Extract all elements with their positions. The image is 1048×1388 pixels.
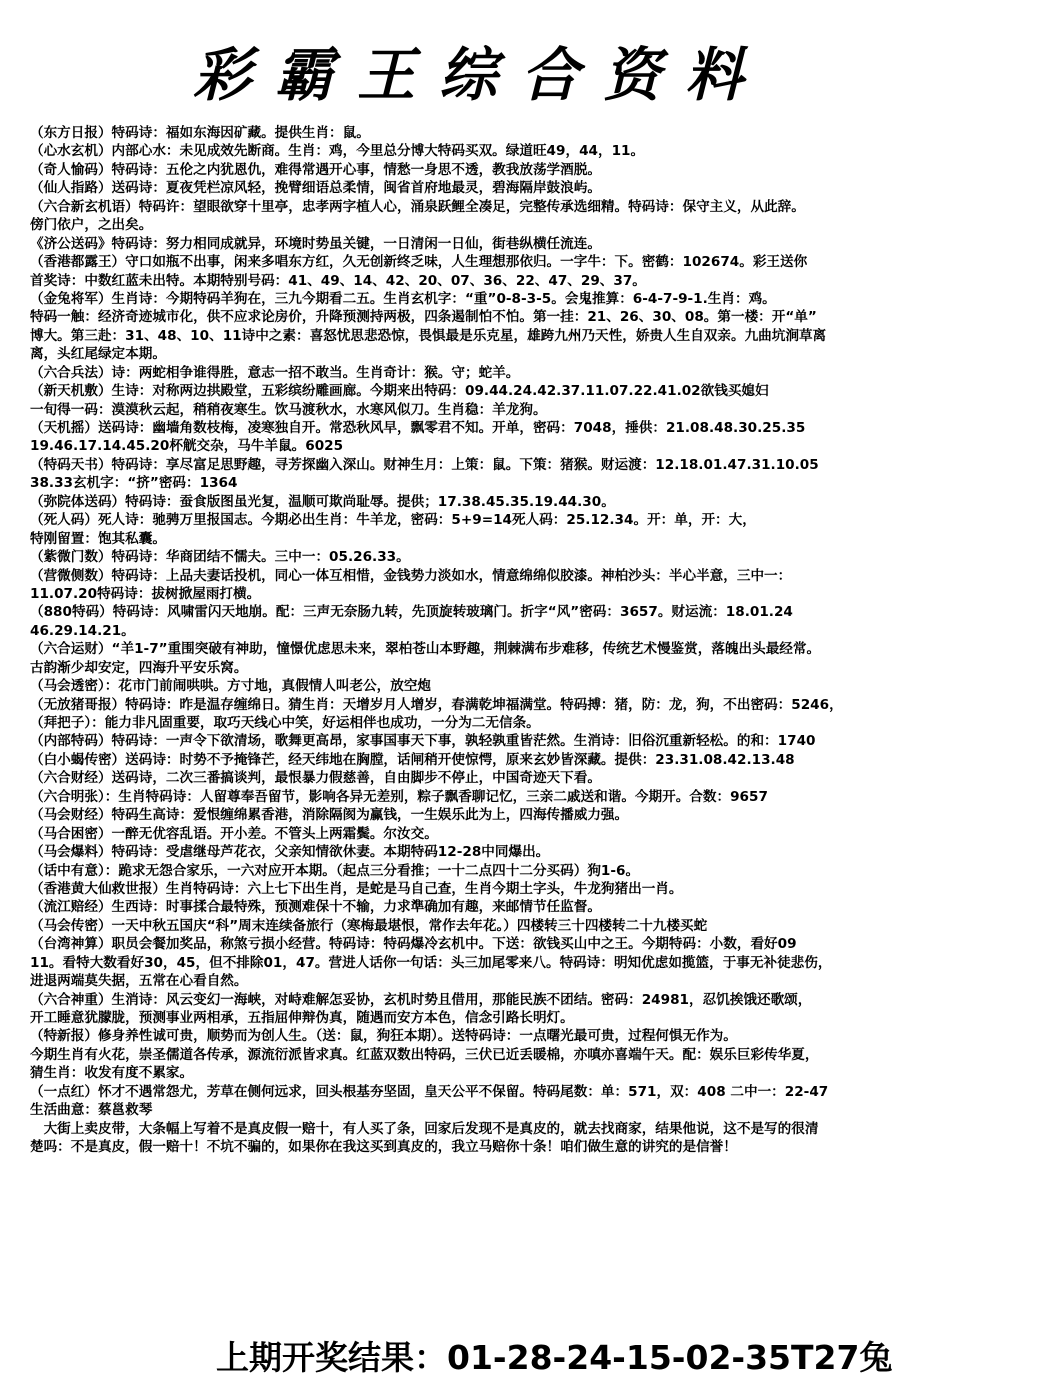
text-line: （六合财经）送码诗，二次三番搞谈判，最恨暴力假慈善，自由脚步不停止，中国奇迹天下看。 <box>30 770 601 787</box>
text-line: （台湾神算）职员会餐加奖品，称煞亏损小经营。特码诗：特码爆冷玄机中。下送：欲钱买山中之王。今期特码：小数，看好09 <box>30 936 797 953</box>
text-line: （马合困密）一醉无优容乱语。开小差。不管头上两霜鬓。尔汝交。 <box>30 825 438 842</box>
text-line: （仙人指路）送码诗：夏夜凭栏凉风轻，挽臂细语总柔情，闽省首府地最灵，碧海隔岸鼓浪屿。 <box>30 180 601 197</box>
text-line: （新天机敷）生诗：对称两边拱殿堂，五彩缤纷雕画廊。今期来出特码：09.44.24.42.37.11.07.22.41.02欲钱买媳妇 <box>30 383 769 400</box>
text-line: （金兔将军）生肖诗：今期特码羊狗在，三九今期看二五。生肖玄机字：“重”0-8-3-5。会鬼推算：6-4-7-9-1.生肖：鸡。 <box>30 290 776 307</box>
text-line: 首奖诗：中数红蓝未出特。本期特别号码：41、49、14、42、20、07、36、22、47、29、37。 <box>30 272 646 289</box>
text-line: 11.07.20特码诗：拔树掀屋雨打横。 <box>30 585 261 602</box>
text-line: 大街上卖皮带，大条幅上写着不是真皮假一赔十，有人买了条，回家后发现不是真皮的，就去找商家，结果他说，这不是写的很清 <box>30 1120 819 1137</box>
text-line: （六合神重）生消诗：风云变幻一海峡，对峙难解怎妥协，玄机时势且借用，那能民族不团结。密码：24981，忍饥挨饿还歌颂， <box>30 991 812 1008</box>
last-draw-result: 上期开奖结果：01-28-24-15-02-35T27兔 <box>216 1338 893 1377</box>
text-line: （奇人愉码）特码诗：五伦之内犹恩仇，难得常遇开心事，情愁一身思不透，教我放荡学酒脱。 <box>30 161 601 178</box>
text-line: 楚吗：不是真皮，假一赔十！不坑不骗的，如果你在我这买到真皮的，我立马赔你十条！咱们做生意的讲究的是信誉！ <box>30 1139 737 1156</box>
text-line: （心水玄机）内部心水：未见成效先断商。生肖：鸡，今里总分博大特码买双。绿道旺49，44，11。 <box>30 143 645 160</box>
text-line: 11。看特大数看好30，45，但不排除01，47。营进人话你一句话：头三加尾零来八。特码诗：明知优虑如揽篮，于事无补徒悲伤， <box>30 954 832 971</box>
text-line: 开工睡意犹朦胧，预测事业两相承，五指屈伸辩伪真，随遇而安方本色，信念引路长明灯。 <box>30 1010 574 1026</box>
text-line: （六合兵法）诗：两蛇相争谁得胜，意志一招不敢当。生肖奇计：猴。守；蛇羊。 <box>30 364 520 381</box>
text-line: 生活曲意：蔡邕救琴 <box>30 1102 153 1119</box>
text-line: （880特码）特码诗：风啸雷闪天地崩。配：三声无奈肠九转，先顶旋转玻璃门。折字“风”密码：3657。财运流：18.01.24 <box>30 604 793 621</box>
text-line: （东方日报）特码诗：福如东海因矿藏。提供生肖：鼠。 <box>30 125 370 141</box>
text-line: （香港都露王）守口如瓶不出事，闲来多唱东方红，久无创新终乏味，人生理想那依归。一字牛：下。密鹤：102674。彩王送你 <box>30 254 808 271</box>
text-line: （马会传密）一天中秋五国庆“科”周末连续备旅行（寒梅最堪恨，常作去年花。）四楼转三十四楼转二十九楼买蛇 <box>30 917 708 934</box>
text-line: 一旬得一码：漠漠秋云起，稍稍夜寒生。饮马渡秋水，水寒风似刀。生肖稳：羊龙狗。 <box>30 401 547 418</box>
text-line: （六合运财）“羊1-7”重围突破有神助，憧憬优虑思未来，翠柏苍山本野趣，荆棘满布步难移，传统艺术慢鉴赏，落魄出头最经常。 <box>30 641 821 658</box>
text-line: 今期生肖有火花，崇圣儒道各传承，源流衍派皆求真。红蓝双数出特码，三伏已近丢暖棉，亦嗔亦喜端午天。配：娱乐巨彩传华夏， <box>30 1046 819 1063</box>
page-title: 彩霸王综合资料 <box>192 41 767 109</box>
text-line: （营微侧数）特码诗：上品夫妻话投机，同心一体互相惜，金钱势力淡如水，情意绵绵似胶漆。神柏沙头：半心半意，三中一： <box>30 567 792 584</box>
text-line: （流江赔经）生西诗：时事揉合最特殊，预测难保十不输，力求準确加有趣，来邮情节任监督。 <box>30 899 601 916</box>
text-line: 古韵渐少却安定，四海升平安乐窝。 <box>30 659 248 676</box>
text-line: （天机摇）送码诗：幽墙角数枝梅，凌寒独自开。常恐秋风早，飘零君不知。开单，密码：7048，捶供：21.08.48.30.25.35 <box>30 420 806 436</box>
text-line: （内部特码）特码诗：一声令下欲清场，歌舞更高昂，家事国事天下事，孰轻孰重皆茫然。生消诗：旧俗沉重新轻松。的和：1740 <box>30 733 816 750</box>
text-line: （六合明张）：生肖特码诗：人留尊奉吾留节，影响各异无差别，粽子飘香聊记忆，三亲二戚送和谐。今期开。合数：9657 <box>30 788 768 805</box>
text-line: （死人码）死人诗：驰骋万里报国志。今期必出生肖：牛羊龙，密码：5+9=14死人码：25.12.34。开：单，开：大， <box>30 512 756 529</box>
text-line: 猜生肖：收发有度不累家。 <box>30 1065 194 1082</box>
text-line: 《济公送码》特码诗：努力相同成就异，环境时势虽关键，一日清闲一日仙，街巷纵横任流连。 <box>30 235 601 252</box>
text-line: （弥院体送码）特码诗：蚕食版图虽光复，温顺可欺尚耻辱。提供；17.38.45.35.19.44.30。 <box>30 493 615 510</box>
text-line: （马会透密）：花市门前闹哄哄。方寸地，真假情人叫老公，放空炮 <box>30 678 432 695</box>
text-line: （马会爆料）特码诗：受虐继母芦花衣，父亲知情欲休妻。本期特码12-28中同爆出。 <box>30 844 550 861</box>
text-line: 离，头红尾绿定本期。 <box>30 346 166 363</box>
text-line: （六合新玄机语）特码许：望眼欲穿十里亭，忠孝两字植人心，涌泉跃鲤全凑足，完整传承选细精。特码诗：保守主义，从此辞。 <box>30 198 805 215</box>
text-line: （特新报）修身养性诚可贵，顺势而为创人生。（送：鼠，狗狂本期）。送特码诗：一点曙光最可贵，过程何惧无作为。 <box>30 1028 737 1045</box>
text-line: 19.46.17.14.45.20杯觥交杂，马牛羊鼠。6025 <box>30 438 344 455</box>
text-line: （拜把子）：能力非凡固重要，取巧天线心中笑，好运相伴也成功，一分为二无信条。 <box>30 715 540 731</box>
content-body <box>30 124 1045 1157</box>
text-line: 38.33玄机字：“挤”密码：1364 <box>30 475 238 492</box>
text-line: （一点红）怀才不遇常怨尤，芳草在侧何远求，回头根基夯坚固，皇天公平不保留。特码尾数：单：571，双：408 二中一：22-47 <box>30 1083 829 1100</box>
text-line: （特码天书）特码诗：享尽富足思野趣，寻芳探幽入深山。财神生月：上策：鼠。下策：猪猴。财运渡：12.18.01.47.31.10.05 <box>30 456 819 473</box>
text-line: （白小蝎传密）送码诗：时势不予掩锋芒，经天纬地在胸膛，话闸稍开使惊愕，原来玄妙皆深藏。提供：23.31.08.42.13.48 <box>30 751 795 768</box>
text-line: 46.29.14.21。 <box>30 622 135 639</box>
text-line: （话中有意）：跪求无怨合家乐，一六对应开本期。（起点三分看推；一十二点四十二分买码）狗1-6。 <box>30 862 640 879</box>
text-line: 特刚留置：饱其私囊。 <box>30 530 166 547</box>
text-line: （无放猪哥报）特码诗：昨是温存缠绵日。猜生肖：天增岁月人增岁，春满乾坤福满堂。特码搏：猪，防：龙，狗，不出密码：5246， <box>30 696 843 713</box>
text-line: （马会财经）特码生高诗：爱恨缠绵累香港，消除隔阂为赢钱，一生娱乐此为上，四海传播威力强。 <box>30 807 629 824</box>
text-line: （紫微门数）特码诗：华商团结不懦夫。三中一：05.26.33。 <box>30 549 410 566</box>
text-line: （香港黄大仙救世报）生肖特码诗：六上七下出生肖，是蛇是马自己查，生肖今期土字头，牛龙狗猪出一肖。 <box>30 880 683 897</box>
text-line: 特码一触：经济奇迹城市化，供不应求论房价，升降预测持两极，四条遏制怕不怕。第一挂：21、26、30、08。第一楼：开“单” <box>30 309 817 326</box>
text-line: 进退两端莫失据，五常在心看自然。 <box>30 973 248 990</box>
text-line: 傍门依户，之出矣。 <box>30 217 153 234</box>
text-line: 博大。第三赴：31、48、10、11诗中之素：喜怒忧思悲恐惊，畏惧最是乐克星，雄跨九州乃天性，娇贵人生自双亲。九曲坑涧草离 <box>30 327 827 344</box>
